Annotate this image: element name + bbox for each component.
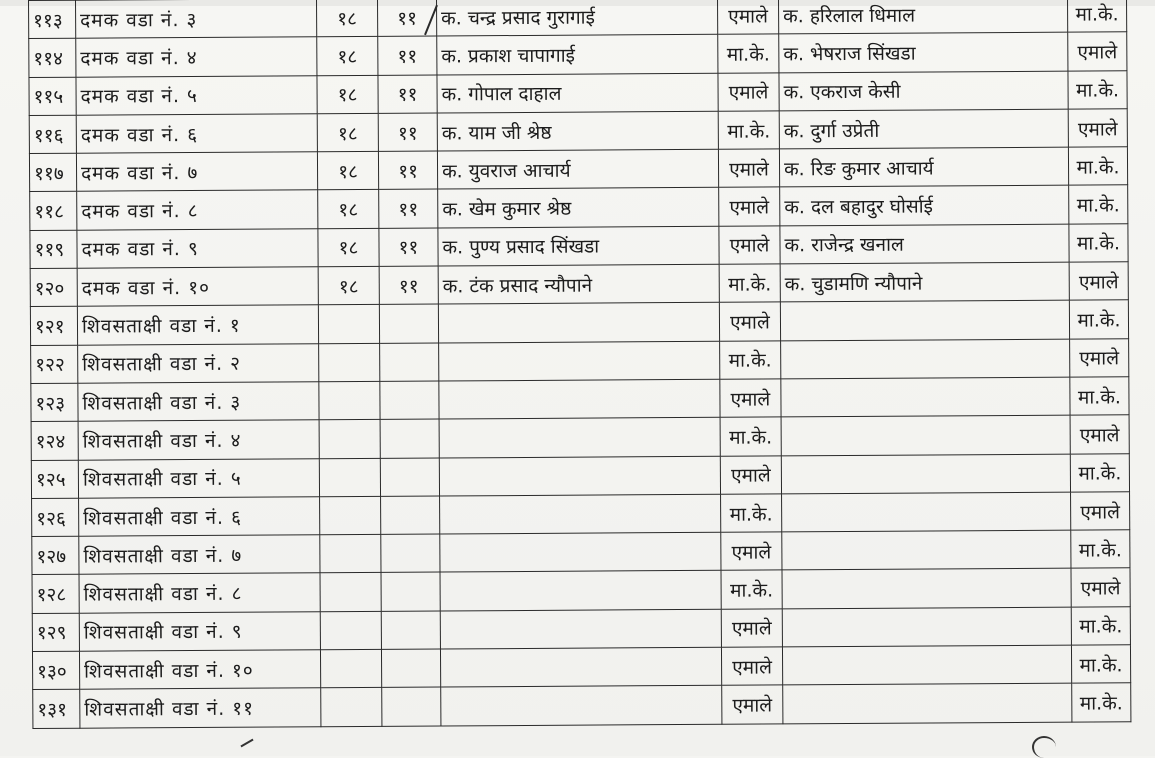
party-two-cell: मा.के. (1069, 300, 1128, 339)
candidate-two-cell: क. दल बहादुर घोर्साई (780, 186, 1069, 226)
party-one-cell: एमाले (718, 149, 779, 188)
count-cell-b (380, 343, 439, 382)
party-two-cell: मा.के. (1067, 0, 1126, 32)
table-row (29, 109, 1127, 154)
candidate-two-cell: क. रिङ कुमार आचार्य (779, 147, 1068, 187)
candidate-one-cell (440, 571, 721, 611)
candidate-two-cell: क. हरिलाल धिमाल (778, 0, 1067, 34)
count-cell-a (318, 305, 379, 344)
party-two-cell: मा.के. (1069, 224, 1128, 263)
serial-number-cell: ११६ (29, 115, 76, 154)
count-cell-a (319, 343, 380, 382)
count-cell-a: १८ (318, 228, 379, 267)
party-two-cell: मा.के. (1071, 607, 1130, 646)
party-one-cell: मा.के. (719, 264, 780, 303)
candidate-two-cell: क. चुडामणि न्यौपाने (780, 262, 1069, 302)
ward-name-cell: शिवसताक्षी वडा नं. ७ (79, 535, 320, 575)
count-cell-b: ११ (378, 151, 437, 190)
party-two-cell: एमाले (1069, 262, 1128, 301)
handwritten-signature-mark (1032, 736, 1056, 758)
candidate-one-cell: क. खेम कुमार श्रेष्ठ (438, 188, 719, 228)
serial-number-cell: ११९ (30, 230, 77, 269)
party-one-cell: एमाले (718, 73, 779, 112)
party-two-cell: मा.के. (1071, 530, 1130, 569)
table-row (33, 683, 1131, 728)
count-cell-b: ११ (379, 189, 438, 228)
party-one-cell: एमाले (717, 0, 778, 35)
candidate-two-cell (782, 607, 1071, 647)
candidate-two-cell (781, 454, 1070, 494)
candidate-one-cell (439, 418, 720, 458)
party-one-cell: मा.के. (721, 570, 782, 609)
candidate-two-cell: क. एकराज केसी (779, 71, 1068, 111)
ward-name-cell: शिवसताक्षी वडा नं. ६ (79, 497, 320, 537)
count-cell-a: १८ (317, 37, 378, 76)
ward-name-cell: दमक वडा नं. ५ (76, 75, 317, 115)
count-cell-b (379, 304, 438, 343)
table-row (32, 492, 1130, 537)
candidate-two-cell (782, 569, 1071, 609)
count-cell-b (381, 611, 440, 650)
count-cell-b: ११ (378, 36, 437, 75)
serial-number-cell: ११५ (29, 77, 76, 116)
party-one-cell: एमाले (721, 647, 782, 686)
count-cell-b (381, 496, 440, 535)
serial-number-cell: ११४ (29, 39, 76, 78)
candidate-one-cell: क. प्रकाश चापागाई (437, 35, 718, 75)
count-cell-b: ११ (379, 266, 438, 305)
table-row (29, 147, 1127, 192)
count-cell-a: १८ (317, 113, 378, 152)
count-cell-b (380, 458, 439, 497)
count-cell-b: ११ (379, 228, 438, 267)
ward-name-cell: शिवसताक्षी वडा नं. १० (79, 650, 320, 690)
candidate-one-cell (438, 303, 719, 343)
party-two-cell: मा.के. (1069, 185, 1128, 224)
serial-number-cell: १२३ (31, 383, 78, 422)
party-one-cell: एमाले (719, 226, 780, 265)
table-row (32, 645, 1130, 690)
count-cell-b (380, 419, 439, 458)
candidate-two-cell (780, 301, 1069, 341)
candidate-two-cell: क. दुर्गा उप्रेती (779, 109, 1068, 149)
candidate-one-cell (439, 341, 720, 381)
candidate-two-cell (783, 683, 1072, 723)
serial-number-cell: १२५ (31, 460, 78, 499)
table-row (29, 32, 1127, 77)
serial-number-cell: १२० (30, 268, 77, 307)
candidate-one-cell (440, 494, 721, 534)
count-cell-a (319, 381, 380, 420)
serial-number-cell: १२६ (32, 498, 79, 537)
ward-name-cell: शिवसताक्षी वडा नं. ८ (79, 573, 320, 613)
count-cell-b (381, 649, 440, 688)
serial-number-cell: १२१ (30, 307, 77, 346)
party-one-cell: मा.के. (720, 341, 781, 380)
count-cell-b (382, 687, 441, 726)
ward-name-cell: शिवसताक्षी वडा नं. १ (77, 305, 318, 345)
count-cell-a (319, 458, 380, 497)
serial-number-cell: १३१ (33, 690, 80, 729)
candidate-one-cell (440, 609, 721, 649)
candidate-one-cell: क. गोपाल दाहाल (437, 73, 718, 113)
party-one-cell: मा.के. (718, 34, 779, 73)
ward-name-cell: दमक वडा नं. ८ (77, 190, 318, 230)
candidate-one-cell (440, 647, 721, 687)
count-cell-b (380, 381, 439, 420)
table-row (31, 377, 1129, 422)
party-one-cell: एमाले (719, 302, 780, 341)
party-two-cell: एमाले (1068, 32, 1127, 71)
serial-number-cell: १२९ (32, 613, 79, 652)
candidate-two-cell (781, 377, 1070, 417)
table-row (30, 262, 1128, 307)
candidate-one-cell: क. चन्द्र प्रसाद गुरागाई (436, 0, 717, 36)
count-cell-a (320, 573, 381, 612)
table-row (30, 224, 1128, 269)
party-two-cell: एमाले (1071, 492, 1130, 531)
party-one-cell: एमाले (720, 455, 781, 494)
party-two-cell: एमाले (1068, 109, 1127, 148)
serial-number-cell: १२८ (32, 575, 79, 614)
table-row (31, 453, 1129, 498)
ward-name-cell: शिवसताक्षी वडा नं. ५ (78, 458, 319, 498)
count-cell-a: १८ (317, 75, 378, 114)
count-cell-a (320, 649, 381, 688)
party-one-cell: एमाले (722, 685, 783, 724)
party-two-cell: एमाले (1071, 568, 1130, 607)
count-cell-a (320, 611, 381, 650)
count-cell-b: ११ (378, 75, 437, 114)
candidate-one-cell (440, 532, 721, 572)
ward-name-cell: दमक वडा नं. ६ (76, 114, 317, 154)
party-two-cell: मा.के. (1071, 645, 1130, 684)
table-row (32, 607, 1130, 652)
ward-name-cell: दमक वडा नं. ९ (77, 229, 318, 269)
count-cell-a (320, 535, 381, 574)
candidate-one-cell (439, 456, 720, 496)
ward-name-cell: शिवसताक्षी वडा नं. ११ (80, 688, 321, 728)
candidate-one-cell (439, 379, 720, 419)
party-one-cell: मा.के. (721, 494, 782, 533)
party-two-cell: एमाले (1070, 338, 1129, 377)
table-row (31, 338, 1129, 383)
table-row (32, 568, 1130, 613)
candidate-one-cell: क. युवराज आचार्य (437, 149, 718, 189)
candidate-two-cell (781, 415, 1070, 455)
party-one-cell: एमाले (721, 609, 782, 648)
ward-name-cell: शिवसताक्षी वडा नं. ३ (78, 382, 319, 422)
serial-number-cell: ११७ (29, 153, 76, 192)
candidate-two-cell: क. भेषराज सिंखडा (779, 32, 1068, 72)
ward-name-cell: शिवसताक्षी वडा नं. २ (78, 343, 319, 383)
serial-number-cell: १२४ (31, 421, 78, 460)
party-two-cell: मा.के. (1070, 453, 1129, 492)
count-cell-a (319, 420, 380, 459)
count-cell-a: १८ (318, 190, 379, 229)
party-two-cell: एमाले (1070, 415, 1129, 454)
count-cell-b (381, 534, 440, 573)
candidate-one-cell: क. टंक प्रसाद न्यौपाने (438, 264, 719, 304)
party-one-cell: मा.के. (718, 111, 779, 150)
party-one-cell: मा.के. (720, 417, 781, 456)
table-row (30, 300, 1128, 345)
candidate-one-cell: क. याम जी श्रेष्ठ (437, 111, 718, 151)
serial-number-cell: १२२ (31, 345, 78, 384)
count-cell-a: १८ (317, 152, 378, 191)
table-row (31, 415, 1129, 460)
party-two-cell: मा.के. (1070, 377, 1129, 416)
count-cell-a: १८ (316, 0, 377, 37)
table-body (29, 0, 1131, 728)
ward-name-cell: शिवसताक्षी वडा नं. ९ (79, 611, 320, 651)
candidate-two-cell (782, 530, 1071, 570)
party-two-cell: मा.के. (1068, 70, 1127, 109)
count-cell-a (320, 496, 381, 535)
candidate-one-cell: क. पुण्य प्रसाद सिंखडा (438, 226, 719, 266)
ward-name-cell: दमक वडा नं. ७ (76, 152, 317, 192)
count-cell-b: ११ (378, 113, 437, 152)
count-cell-a (321, 688, 382, 727)
serial-number-cell: ११३ (29, 0, 76, 39)
party-one-cell: एमाले (719, 187, 780, 226)
party-one-cell: एमाले (721, 532, 782, 571)
candidate-two-cell (782, 645, 1071, 685)
table-row (30, 185, 1128, 230)
ward-assignment-table (28, 0, 1131, 729)
party-one-cell: एमाले (720, 379, 781, 418)
candidate-two-cell: क. राजेन्द्र खनाल (780, 224, 1069, 264)
party-two-cell: मा.के. (1072, 683, 1131, 722)
ward-name-cell: दमक वडा नं. ४ (76, 37, 317, 77)
candidate-one-cell (441, 686, 722, 726)
count-cell-b: ११ (377, 0, 436, 37)
ward-name-cell: शिवसताक्षी वडा नं. ४ (78, 420, 319, 460)
ward-name-cell: दमक वडा नं. १० (77, 267, 318, 307)
handwritten-tick-mark (240, 739, 253, 748)
count-cell-b (381, 572, 440, 611)
party-two-cell: मा.के. (1068, 147, 1127, 186)
serial-number-cell: १२७ (32, 536, 79, 575)
candidate-two-cell (781, 339, 1070, 379)
candidate-two-cell (782, 492, 1071, 532)
count-cell-a: १८ (318, 266, 379, 305)
serial-number-cell: ११८ (30, 192, 77, 231)
serial-number-cell: १३० (32, 651, 79, 690)
table-row (29, 70, 1127, 115)
table-row (32, 530, 1130, 575)
ward-name-cell: दमक वडा नं. ३ (76, 0, 317, 39)
